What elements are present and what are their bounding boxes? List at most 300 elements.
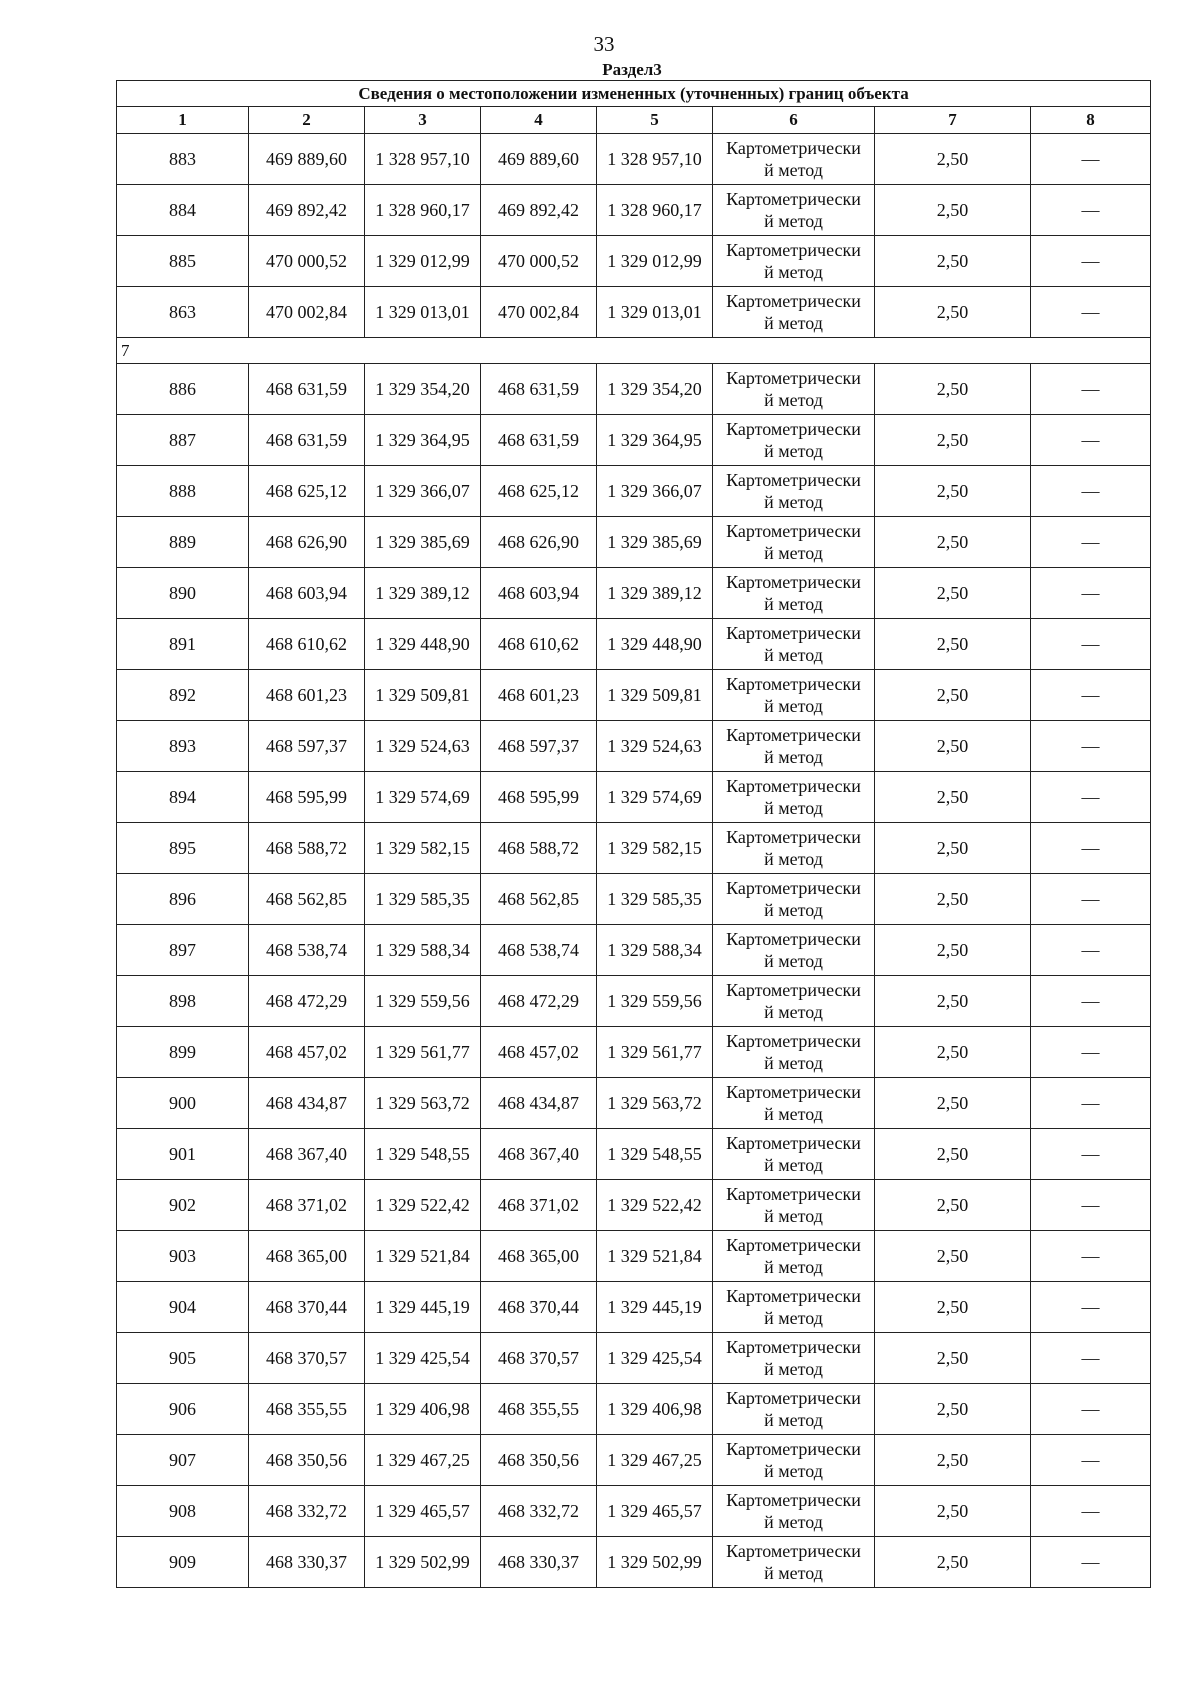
- method-cell: [713, 1537, 875, 1588]
- point-number-cell: 892: [117, 670, 249, 721]
- method-text-line: Картометрически: [726, 725, 861, 745]
- table-row: [117, 1486, 1151, 1537]
- method-text-line: Картометрически: [726, 980, 861, 1000]
- table-row: [117, 1384, 1151, 1435]
- point-number-cell: 895: [117, 823, 249, 874]
- method-text-line: й метод: [764, 1257, 823, 1277]
- note-cell: —: [1031, 1180, 1151, 1231]
- method-text-line: Картометрически: [726, 827, 861, 847]
- coordinate-cell: 468 595,99: [249, 772, 365, 823]
- coordinate-cell: 468 365,00: [249, 1231, 365, 1282]
- method-text-line: й метод: [764, 543, 823, 563]
- method-text-line: й метод: [764, 1563, 823, 1583]
- coordinate-cell: 1 329 502,99: [365, 1537, 481, 1588]
- coordinate-cell: 1 329 509,81: [365, 670, 481, 721]
- method-text-line: Картометрически: [726, 1184, 861, 1204]
- table-row: [117, 1282, 1151, 1333]
- coordinate-cell: 1 329 448,90: [597, 619, 713, 670]
- coordinate-cell: 468 597,37: [481, 721, 597, 772]
- coordinate-cell: 468 370,44: [481, 1282, 597, 1333]
- point-number-cell: 893: [117, 721, 249, 772]
- method-text-line: й метод: [764, 1410, 823, 1430]
- method-text-line: й метод: [764, 1002, 823, 1022]
- point-number-cell: 863: [117, 287, 249, 338]
- table-row: [117, 619, 1151, 670]
- coordinate-cell: 1 329 524,63: [365, 721, 481, 772]
- table-row: [117, 1180, 1151, 1231]
- group-label: 7: [117, 338, 1151, 364]
- coordinate-cell: 468 472,29: [481, 976, 597, 1027]
- coordinate-cell: 468 457,02: [249, 1027, 365, 1078]
- point-number-cell: 884: [117, 185, 249, 236]
- table-row: [117, 185, 1151, 236]
- method-text-line: й метод: [764, 492, 823, 512]
- coordinate-cell: 1 329 366,07: [597, 466, 713, 517]
- method-cell: [713, 364, 875, 415]
- coordinate-cell: 1 329 013,01: [365, 287, 481, 338]
- coordinate-cell: 468 601,23: [481, 670, 597, 721]
- column-number: 8: [1031, 107, 1151, 134]
- accuracy-cell: 2,50: [875, 1078, 1031, 1129]
- method-text-line: Картометрически: [726, 189, 861, 209]
- accuracy-cell: 2,50: [875, 134, 1031, 185]
- method-text-line: й метод: [764, 160, 823, 180]
- group-row: [117, 338, 1151, 364]
- point-number-cell: 883: [117, 134, 249, 185]
- column-number: 4: [481, 107, 597, 134]
- method-text-line: Картометрически: [726, 1541, 861, 1561]
- method-text-line: Картометрически: [726, 1031, 861, 1051]
- note-cell: —: [1031, 1129, 1151, 1180]
- method-text-line: Картометрически: [726, 1133, 861, 1153]
- note-cell: —: [1031, 1435, 1151, 1486]
- note-cell: —: [1031, 1333, 1151, 1384]
- accuracy-cell: 2,50: [875, 1435, 1031, 1486]
- accuracy-cell: 2,50: [875, 1486, 1031, 1537]
- accuracy-cell: 2,50: [875, 670, 1031, 721]
- note-cell: —: [1031, 1231, 1151, 1282]
- point-number-cell: 897: [117, 925, 249, 976]
- accuracy-cell: 2,50: [875, 925, 1031, 976]
- coordinate-cell: 468 625,12: [481, 466, 597, 517]
- method-cell: [713, 134, 875, 185]
- note-cell: —: [1031, 466, 1151, 517]
- coordinate-cell: 1 329 548,55: [365, 1129, 481, 1180]
- coordinate-cell: 468 625,12: [249, 466, 365, 517]
- point-number-cell: 905: [117, 1333, 249, 1384]
- coordinate-cell: 1 329 574,69: [365, 772, 481, 823]
- coordinate-cell: 1 328 960,17: [365, 185, 481, 236]
- note-cell: —: [1031, 415, 1151, 466]
- method-cell: [713, 772, 875, 823]
- accuracy-cell: 2,50: [875, 874, 1031, 925]
- point-number-cell: 885: [117, 236, 249, 287]
- coordinate-cell: 1 328 960,17: [597, 185, 713, 236]
- coordinates-table: [116, 80, 1151, 1588]
- coordinate-cell: 468 626,90: [249, 517, 365, 568]
- coordinate-cell: 1 328 957,10: [597, 134, 713, 185]
- coordinate-cell: 1 329 588,34: [365, 925, 481, 976]
- accuracy-cell: 2,50: [875, 1333, 1031, 1384]
- method-text-line: Картометрически: [726, 419, 861, 439]
- coordinate-cell: 468 332,72: [481, 1486, 597, 1537]
- coordinate-cell: 1 329 425,54: [365, 1333, 481, 1384]
- note-cell: —: [1031, 1537, 1151, 1588]
- method-cell: [713, 415, 875, 466]
- point-number-cell: 898: [117, 976, 249, 1027]
- note-cell: —: [1031, 185, 1151, 236]
- method-cell: [713, 1435, 875, 1486]
- column-number: 5: [597, 107, 713, 134]
- point-number-cell: 909: [117, 1537, 249, 1588]
- column-number: 2: [249, 107, 365, 134]
- method-cell: [713, 185, 875, 236]
- coordinate-cell: 1 329 385,69: [365, 517, 481, 568]
- coordinate-cell: 1 329 389,12: [597, 568, 713, 619]
- note-cell: —: [1031, 670, 1151, 721]
- accuracy-cell: 2,50: [875, 236, 1031, 287]
- accuracy-cell: 2,50: [875, 1384, 1031, 1435]
- method-text-line: Картометрически: [726, 521, 861, 541]
- table-row: [117, 134, 1151, 185]
- table-row: [117, 415, 1151, 466]
- coordinate-cell: 469 892,42: [481, 185, 597, 236]
- method-cell: [713, 874, 875, 925]
- point-number-cell: 900: [117, 1078, 249, 1129]
- coordinate-cell: 468 371,02: [481, 1180, 597, 1231]
- coordinate-cell: 470 000,52: [249, 236, 365, 287]
- method-cell: [713, 670, 875, 721]
- note-cell: —: [1031, 1486, 1151, 1537]
- point-number-cell: 887: [117, 415, 249, 466]
- method-text-line: й метод: [764, 696, 823, 716]
- method-text-line: й метод: [764, 594, 823, 614]
- table-row: [117, 568, 1151, 619]
- table-row: [117, 466, 1151, 517]
- table-row: [117, 287, 1151, 338]
- method-text-line: Картометрически: [726, 240, 861, 260]
- method-text-line: й метод: [764, 849, 823, 869]
- method-text-line: й метод: [764, 951, 823, 971]
- coordinate-cell: 1 329 521,84: [365, 1231, 481, 1282]
- accuracy-cell: 2,50: [875, 1027, 1031, 1078]
- note-cell: —: [1031, 364, 1151, 415]
- point-number-cell: 896: [117, 874, 249, 925]
- coordinate-cell: 468 588,72: [249, 823, 365, 874]
- table-row: [117, 1129, 1151, 1180]
- page-number: 33: [593, 32, 615, 56]
- method-text-line: й метод: [764, 1512, 823, 1532]
- coordinate-cell: 1 329 559,56: [365, 976, 481, 1027]
- coordinate-cell: 468 370,44: [249, 1282, 365, 1333]
- table-row: [117, 1435, 1151, 1486]
- method-cell: [713, 287, 875, 338]
- coordinate-cell: 1 329 561,77: [597, 1027, 713, 1078]
- coordinate-cell: 469 892,42: [249, 185, 365, 236]
- coordinate-cell: 1 329 585,35: [365, 874, 481, 925]
- coordinate-cell: 468 626,90: [481, 517, 597, 568]
- method-cell: [713, 1384, 875, 1435]
- coordinate-cell: 468 367,40: [249, 1129, 365, 1180]
- coordinate-cell: 468 350,56: [481, 1435, 597, 1486]
- coordinate-cell: 468 610,62: [481, 619, 597, 670]
- accuracy-cell: 2,50: [875, 517, 1031, 568]
- note-cell: —: [1031, 1282, 1151, 1333]
- coordinate-cell: 1 329 521,84: [597, 1231, 713, 1282]
- coordinate-cell: 1 329 522,42: [365, 1180, 481, 1231]
- coordinate-cell: 1 329 012,99: [597, 236, 713, 287]
- coordinate-cell: 1 329 522,42: [597, 1180, 713, 1231]
- table-body: [117, 81, 1151, 1588]
- method-cell: [713, 1129, 875, 1180]
- method-cell: [713, 568, 875, 619]
- coordinate-cell: 468 472,29: [249, 976, 365, 1027]
- coordinate-cell: 468 601,23: [249, 670, 365, 721]
- column-number: 3: [365, 107, 481, 134]
- method-text-line: й метод: [764, 211, 823, 231]
- method-text-line: й метод: [764, 1359, 823, 1379]
- point-number-cell: 890: [117, 568, 249, 619]
- point-number-cell: 901: [117, 1129, 249, 1180]
- point-number-cell: 904: [117, 1282, 249, 1333]
- method-text-line: Картометрически: [726, 138, 861, 158]
- table-row: [117, 874, 1151, 925]
- method-text-line: Картометрически: [726, 470, 861, 490]
- note-cell: —: [1031, 134, 1151, 185]
- coordinate-cell: 1 329 563,72: [365, 1078, 481, 1129]
- note-cell: —: [1031, 874, 1151, 925]
- coordinate-cell: 468 355,55: [481, 1384, 597, 1435]
- table-row: [117, 1537, 1151, 1588]
- method-cell: [713, 1027, 875, 1078]
- coordinate-cell: 1 329 013,01: [597, 287, 713, 338]
- note-cell: —: [1031, 236, 1151, 287]
- method-text-line: й метод: [764, 1053, 823, 1073]
- table-row: [117, 364, 1151, 415]
- coordinate-cell: 1 329 467,25: [597, 1435, 713, 1486]
- coordinate-cell: 470 002,84: [481, 287, 597, 338]
- point-number-cell: 888: [117, 466, 249, 517]
- coordinate-cell: 469 889,60: [481, 134, 597, 185]
- accuracy-cell: 2,50: [875, 619, 1031, 670]
- coordinate-cell: 1 329 364,95: [365, 415, 481, 466]
- coordinate-cell: 1 329 574,69: [597, 772, 713, 823]
- method-cell: [713, 1333, 875, 1384]
- coordinate-cell: 468 355,55: [249, 1384, 365, 1435]
- accuracy-cell: 2,50: [875, 772, 1031, 823]
- coordinate-cell: 1 329 582,15: [365, 823, 481, 874]
- method-text-line: Картометрически: [726, 623, 861, 643]
- method-text-line: й метод: [764, 1206, 823, 1226]
- point-number-cell: 891: [117, 619, 249, 670]
- method-text-line: Картометрически: [726, 1235, 861, 1255]
- accuracy-cell: 2,50: [875, 287, 1031, 338]
- column-number: 7: [875, 107, 1031, 134]
- coordinate-cell: 470 002,84: [249, 287, 365, 338]
- accuracy-cell: 2,50: [875, 1129, 1031, 1180]
- method-text-line: Картометрически: [726, 572, 861, 592]
- method-text-line: Картометрически: [726, 776, 861, 796]
- method-cell: [713, 1231, 875, 1282]
- accuracy-cell: 2,50: [875, 1231, 1031, 1282]
- method-text-line: Картометрически: [726, 1337, 861, 1357]
- coordinate-cell: 468 603,94: [481, 568, 597, 619]
- note-cell: —: [1031, 1078, 1151, 1129]
- table-row: [117, 976, 1151, 1027]
- coordinate-cell: 1 329 588,34: [597, 925, 713, 976]
- method-cell: [713, 1078, 875, 1129]
- coordinate-cell: 1 329 445,19: [365, 1282, 481, 1333]
- accuracy-cell: 2,50: [875, 415, 1031, 466]
- table-row: [117, 1027, 1151, 1078]
- method-text-line: й метод: [764, 1155, 823, 1175]
- coordinate-cell: 468 538,74: [481, 925, 597, 976]
- note-cell: —: [1031, 721, 1151, 772]
- table-row: [117, 772, 1151, 823]
- coordinate-cell: 470 000,52: [481, 236, 597, 287]
- coordinate-cell: 469 889,60: [249, 134, 365, 185]
- method-text-line: Картометрически: [726, 1490, 861, 1510]
- method-text-line: й метод: [764, 313, 823, 333]
- method-text-line: й метод: [764, 747, 823, 767]
- method-cell: [713, 721, 875, 772]
- coordinate-cell: 1 329 445,19: [597, 1282, 713, 1333]
- coordinate-cell: 1 329 548,55: [597, 1129, 713, 1180]
- coordinate-cell: 468 371,02: [249, 1180, 365, 1231]
- accuracy-cell: 2,50: [875, 364, 1031, 415]
- note-cell: —: [1031, 772, 1151, 823]
- coordinate-cell: 468 350,56: [249, 1435, 365, 1486]
- method-cell: [713, 1180, 875, 1231]
- method-cell: [713, 466, 875, 517]
- point-number-cell: 894: [117, 772, 249, 823]
- coordinate-cell: 468 332,72: [249, 1486, 365, 1537]
- coordinate-cell: 1 329 524,63: [597, 721, 713, 772]
- method-text-line: Картометрически: [726, 1082, 861, 1102]
- coordinate-cell: 468 370,57: [481, 1333, 597, 1384]
- coordinate-cell: 468 631,59: [481, 364, 597, 415]
- point-number-cell: 908: [117, 1486, 249, 1537]
- coordinate-cell: 1 329 385,69: [597, 517, 713, 568]
- coordinate-cell: 468 370,57: [249, 1333, 365, 1384]
- method-cell: [713, 619, 875, 670]
- method-cell: [713, 925, 875, 976]
- coordinate-cell: 468 603,94: [249, 568, 365, 619]
- coordinate-cell: 1 329 448,90: [365, 619, 481, 670]
- note-cell: —: [1031, 619, 1151, 670]
- coordinate-cell: 1 329 364,95: [597, 415, 713, 466]
- column-number: 6: [713, 107, 875, 134]
- point-number-cell: 899: [117, 1027, 249, 1078]
- note-cell: —: [1031, 568, 1151, 619]
- column-number-row: [117, 107, 1151, 134]
- note-cell: —: [1031, 823, 1151, 874]
- note-cell: —: [1031, 287, 1151, 338]
- table-row: [117, 1231, 1151, 1282]
- method-text-line: Картометрически: [726, 878, 861, 898]
- method-text-line: Картометрически: [726, 1286, 861, 1306]
- coordinate-cell: 468 610,62: [249, 619, 365, 670]
- table-row: [117, 236, 1151, 287]
- coordinate-cell: 468 330,37: [481, 1537, 597, 1588]
- point-number-cell: 907: [117, 1435, 249, 1486]
- method-text-line: Картометрически: [726, 1388, 861, 1408]
- method-text-line: Картометрически: [726, 1439, 861, 1459]
- coordinate-cell: 1 329 406,98: [597, 1384, 713, 1435]
- point-number-cell: 902: [117, 1180, 249, 1231]
- coordinate-cell: 1 329 563,72: [597, 1078, 713, 1129]
- coordinate-cell: 468 631,59: [249, 364, 365, 415]
- method-text-line: й метод: [764, 262, 823, 282]
- coordinate-cell: 468 631,59: [249, 415, 365, 466]
- note-cell: —: [1031, 517, 1151, 568]
- coordinate-cell: 468 457,02: [481, 1027, 597, 1078]
- coordinate-cell: 468 631,59: [481, 415, 597, 466]
- coordinate-cell: 1 329 582,15: [597, 823, 713, 874]
- table-row: [117, 670, 1151, 721]
- method-text-line: Картометрически: [726, 368, 861, 388]
- accuracy-cell: 2,50: [875, 1180, 1031, 1231]
- table-row: [117, 1333, 1151, 1384]
- method-text-line: й метод: [764, 900, 823, 920]
- coordinate-cell: 468 365,00: [481, 1231, 597, 1282]
- method-text-line: й метод: [764, 1104, 823, 1124]
- coordinate-cell: 468 434,87: [249, 1078, 365, 1129]
- coordinate-cell: 1 328 957,10: [365, 134, 481, 185]
- coordinate-cell: 1 329 585,35: [597, 874, 713, 925]
- accuracy-cell: 2,50: [875, 721, 1031, 772]
- method-text-line: й метод: [764, 1461, 823, 1481]
- point-number-cell: 906: [117, 1384, 249, 1435]
- coordinate-cell: 1 329 559,56: [597, 976, 713, 1027]
- accuracy-cell: 2,50: [875, 1537, 1031, 1588]
- column-number: 1: [117, 107, 249, 134]
- point-number-cell: 886: [117, 364, 249, 415]
- accuracy-cell: 2,50: [875, 568, 1031, 619]
- coordinate-cell: 468 597,37: [249, 721, 365, 772]
- table-row: [117, 721, 1151, 772]
- method-text-line: Картометрически: [726, 929, 861, 949]
- coordinate-cell: 1 329 354,20: [597, 364, 713, 415]
- coordinate-cell: 1 329 012,99: [365, 236, 481, 287]
- coordinate-cell: 468 595,99: [481, 772, 597, 823]
- coordinate-cell: 468 562,85: [481, 874, 597, 925]
- table-row: [117, 517, 1151, 568]
- coordinate-cell: 1 329 465,57: [597, 1486, 713, 1537]
- coordinate-cell: 1 329 502,99: [597, 1537, 713, 1588]
- coordinate-cell: 1 329 509,81: [597, 670, 713, 721]
- point-number-cell: 903: [117, 1231, 249, 1282]
- method-cell: [713, 517, 875, 568]
- accuracy-cell: 2,50: [875, 1282, 1031, 1333]
- method-text-line: Картометрически: [726, 291, 861, 311]
- coordinate-cell: 1 329 467,25: [365, 1435, 481, 1486]
- accuracy-cell: 2,50: [875, 466, 1031, 517]
- method-text-line: й метод: [764, 441, 823, 461]
- coordinate-cell: 468 538,74: [249, 925, 365, 976]
- coordinate-cell: 1 329 425,54: [597, 1333, 713, 1384]
- coordinate-cell: 468 434,87: [481, 1078, 597, 1129]
- method-cell: [713, 823, 875, 874]
- table-row: [117, 1078, 1151, 1129]
- coordinate-cell: 468 330,37: [249, 1537, 365, 1588]
- coordinate-cell: 468 588,72: [481, 823, 597, 874]
- method-cell: [713, 1282, 875, 1333]
- method-text-line: й метод: [764, 390, 823, 410]
- method-text-line: й метод: [764, 1308, 823, 1328]
- coordinate-cell: 1 329 389,12: [365, 568, 481, 619]
- table-title: Сведения о местоположении измененных (уточненных) границ объекта: [117, 81, 1151, 107]
